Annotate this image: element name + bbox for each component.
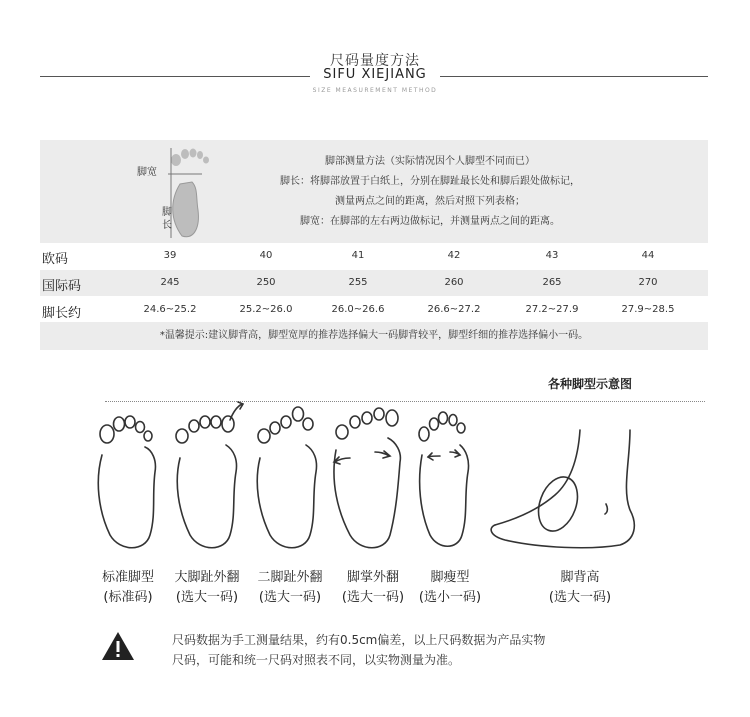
table-row-intl-size bbox=[40, 270, 708, 296]
table-row-eu-size bbox=[40, 243, 708, 269]
brand-name: SIFU XIEJIANG bbox=[323, 67, 427, 82]
table-cell: 44 bbox=[641, 250, 655, 261]
foot-shape-advice: (选大一码) bbox=[258, 590, 322, 605]
row-label: 脚长约 bbox=[42, 306, 82, 321]
table-cell: 43 bbox=[545, 250, 559, 261]
wide-forefoot-icon bbox=[334, 408, 400, 548]
standard-foot-icon bbox=[98, 416, 155, 548]
foot-shapes-title: 各种脚型示意图 bbox=[547, 377, 632, 391]
table-cell: 255 bbox=[348, 277, 368, 288]
table-cell: 260 bbox=[444, 277, 464, 288]
foot-shape-name: 大脚趾外翻 bbox=[174, 570, 240, 585]
page-title: 尺码量度方法 bbox=[330, 53, 420, 69]
slim-foot-icon bbox=[419, 412, 469, 546]
foot-shape-advice: (选大一码) bbox=[175, 590, 239, 605]
table-cell: 25.2~26.0 bbox=[239, 304, 293, 315]
disclaimer-text bbox=[172, 630, 632, 670]
table-cell: 39 bbox=[163, 250, 177, 261]
disclaimer-line: 尺码数据为手工测量结果，约有0.5cm偏差，以上尺码数据为产品实物 bbox=[172, 633, 546, 647]
second-toe-foot-icon bbox=[257, 407, 316, 548]
table-cell: 245 bbox=[160, 277, 180, 288]
table-cell: 26.0~26.6 bbox=[331, 304, 385, 315]
disclaimer-line: 尺码，可能和统一尺码对照表不同，以实物测量为准。 bbox=[172, 653, 461, 667]
instruction-line: 脚部测量方法（实际情况因个人脚型不同而已） bbox=[325, 156, 535, 167]
foot-shape-advice: (选大一码) bbox=[548, 590, 612, 605]
table-cell: 270 bbox=[638, 277, 658, 288]
foot-shape-name: 脚瘦型 bbox=[430, 570, 470, 585]
width-label: 脚宽 bbox=[137, 167, 157, 178]
row-label: 国际码 bbox=[42, 279, 82, 294]
foot-shape-name: 脚背高 bbox=[560, 570, 600, 585]
foot-shape-label-slim bbox=[395, 568, 505, 608]
table-cell: 27.2~27.9 bbox=[525, 304, 579, 315]
table-cell: 265 bbox=[542, 277, 562, 288]
warning-triangle-icon bbox=[100, 630, 136, 662]
row-label: 欧码 bbox=[42, 252, 69, 267]
high-instep-foot-icon bbox=[491, 430, 634, 548]
table-row-foot-length bbox=[40, 297, 708, 323]
table-cell: 41 bbox=[351, 250, 365, 261]
bunion-foot-icon bbox=[176, 402, 243, 548]
foot-shape-name: 脚掌外翻 bbox=[346, 570, 399, 585]
page-subtitle: SIZE MEASUREMENT METHOD bbox=[312, 87, 438, 94]
size-tip: *温馨提示:建议脚背高，脚型宽厚的推荐选择偏大一码脚背较平，脚型纤细的推荐选择偏小一码。 bbox=[40, 322, 708, 350]
table-cell: 27.9~28.5 bbox=[621, 304, 675, 315]
foot-shape-advice: (选大一码) bbox=[341, 590, 405, 605]
foot-shape-advice: (标准码) bbox=[103, 590, 153, 605]
instruction-line: 脚长：将脚部放置于白纸上，分别在脚趾最长处和脚后跟处做标记， bbox=[280, 176, 580, 187]
foot-shape-advice: (选小一码) bbox=[418, 590, 482, 605]
measurement-instructions bbox=[200, 152, 660, 232]
instruction-line: 脚宽：在脚部的左右两边做标记，并测量两点之间的距离。 bbox=[300, 216, 560, 227]
table-cell: 26.6~27.2 bbox=[427, 304, 481, 315]
foot-shape-label-high-instep bbox=[525, 568, 635, 608]
table-cell: 42 bbox=[447, 250, 461, 261]
table-cell: 24.6~25.2 bbox=[143, 304, 197, 315]
length-label: 脚长 bbox=[162, 207, 172, 231]
instruction-line: 测量两点之间的距离，然后对照下列表格； bbox=[335, 196, 525, 207]
table-cell: 40 bbox=[259, 250, 273, 261]
foot-shapes-illustration bbox=[90, 400, 650, 565]
table-cell: 250 bbox=[256, 277, 276, 288]
foot-shape-name: 二脚趾外翻 bbox=[257, 570, 323, 585]
foot-shape-name: 标准脚型 bbox=[101, 570, 154, 585]
